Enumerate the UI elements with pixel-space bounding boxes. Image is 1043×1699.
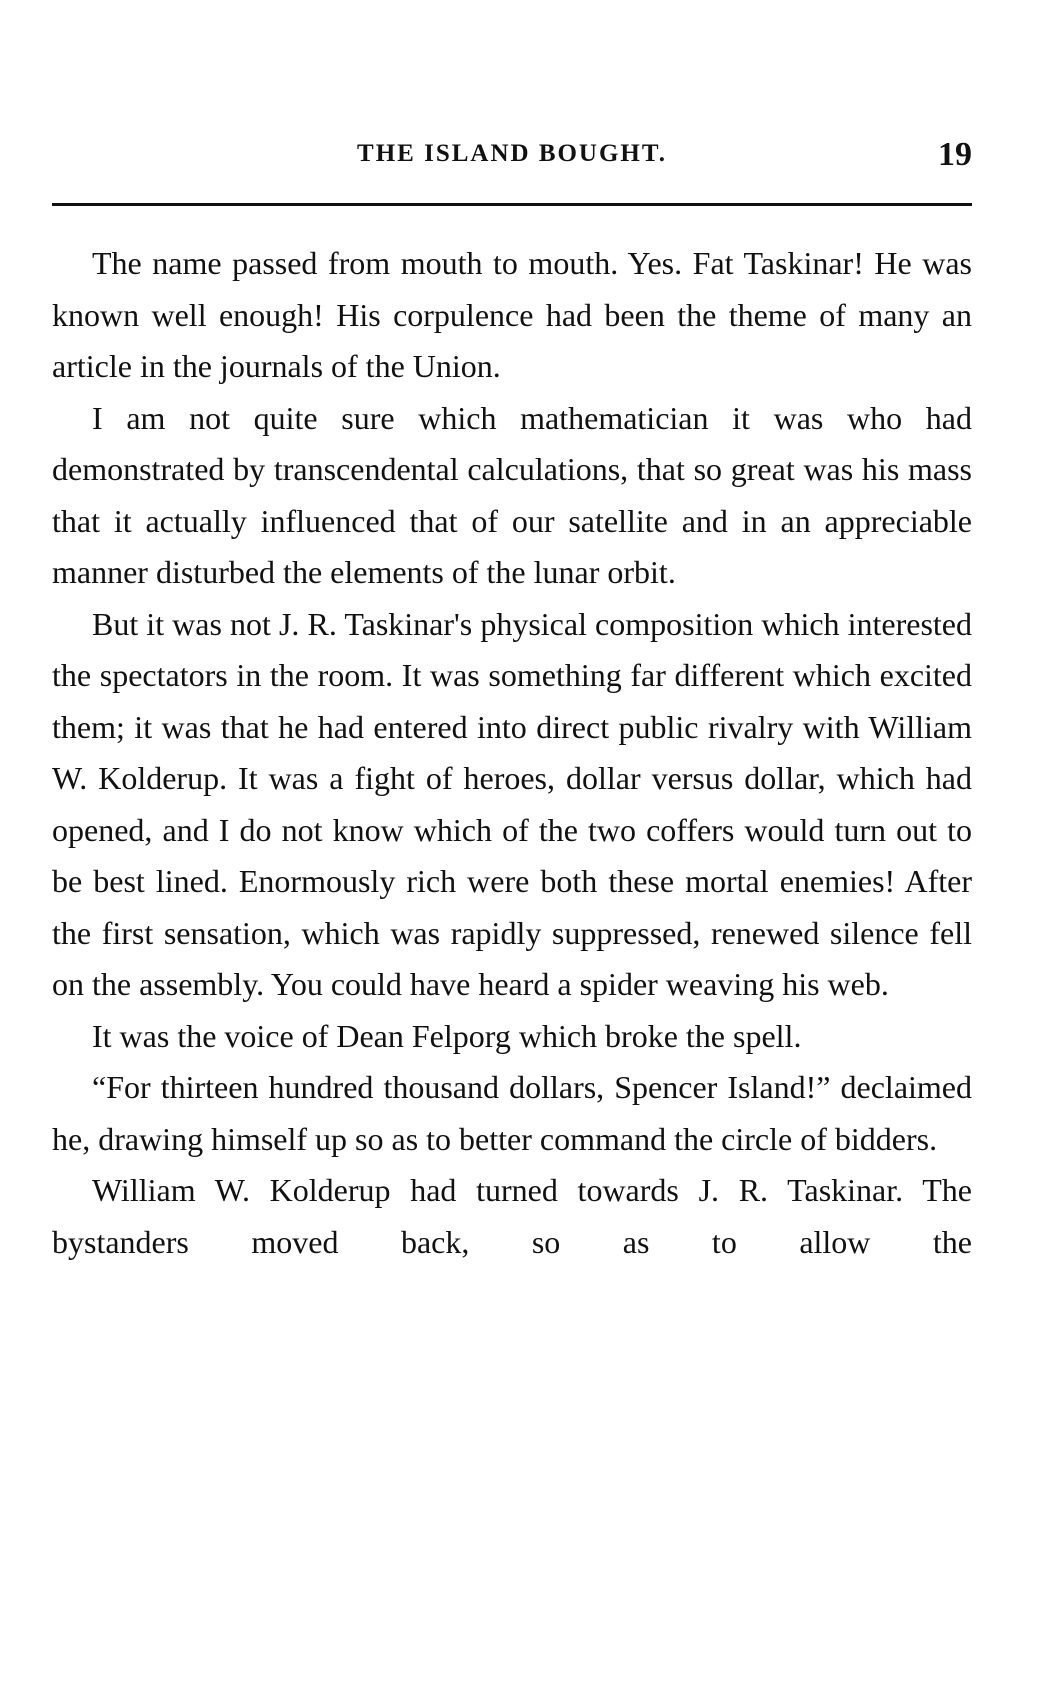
paragraph: “For thirteen hundred thousand dollars, Spencer Island!” declaimed he, drawing himself up so as to better command the circle of bidders. — [52, 1069, 972, 1157]
paragraph: The name passed from mouth to mouth. Yes. Fat Taskinar! He was known well enough! His corpulence had been the theme of many an article in the journals of the Union. — [52, 245, 972, 384]
running-title: THE ISLAND BOUGHT. — [357, 140, 667, 167]
body-text — [52, 238, 972, 1268]
header-rule — [52, 203, 972, 206]
running-head — [52, 136, 972, 180]
paragraph: I am not quite sure which mathematician it was who had demonstrated by transcendental calculations, that so great was his mass that it actually influenced that of our satellite and in an appreciable manner disturbed the elements of the lunar orbit. — [52, 399, 972, 590]
paragraph: It was the voice of Dean Felporg which broke the spell. — [92, 1017, 802, 1054]
paragraph: But it was not J. R. Taskinar's physical composition which interested the spectators in the room. It was something far different which excited them; it was that he had entered into direct public rivalry with William W. Kolderup. It was a fight of heroes, dollar versus dollar, which had opened, and I do not know which of the two coffers would turn out to be best lined. Enormously rich were both these mortal enemies! After the first sensation, which was rapidly suppressed, renewed silence fell on the assembly. You could have heard a spider weaving his web. — [52, 605, 972, 1002]
page-number: 19 — [938, 136, 972, 173]
paragraph: William W. Kolderup had turned towards J. R. Taskinar. The bystanders moved back, so as to allow the — [52, 1172, 972, 1260]
